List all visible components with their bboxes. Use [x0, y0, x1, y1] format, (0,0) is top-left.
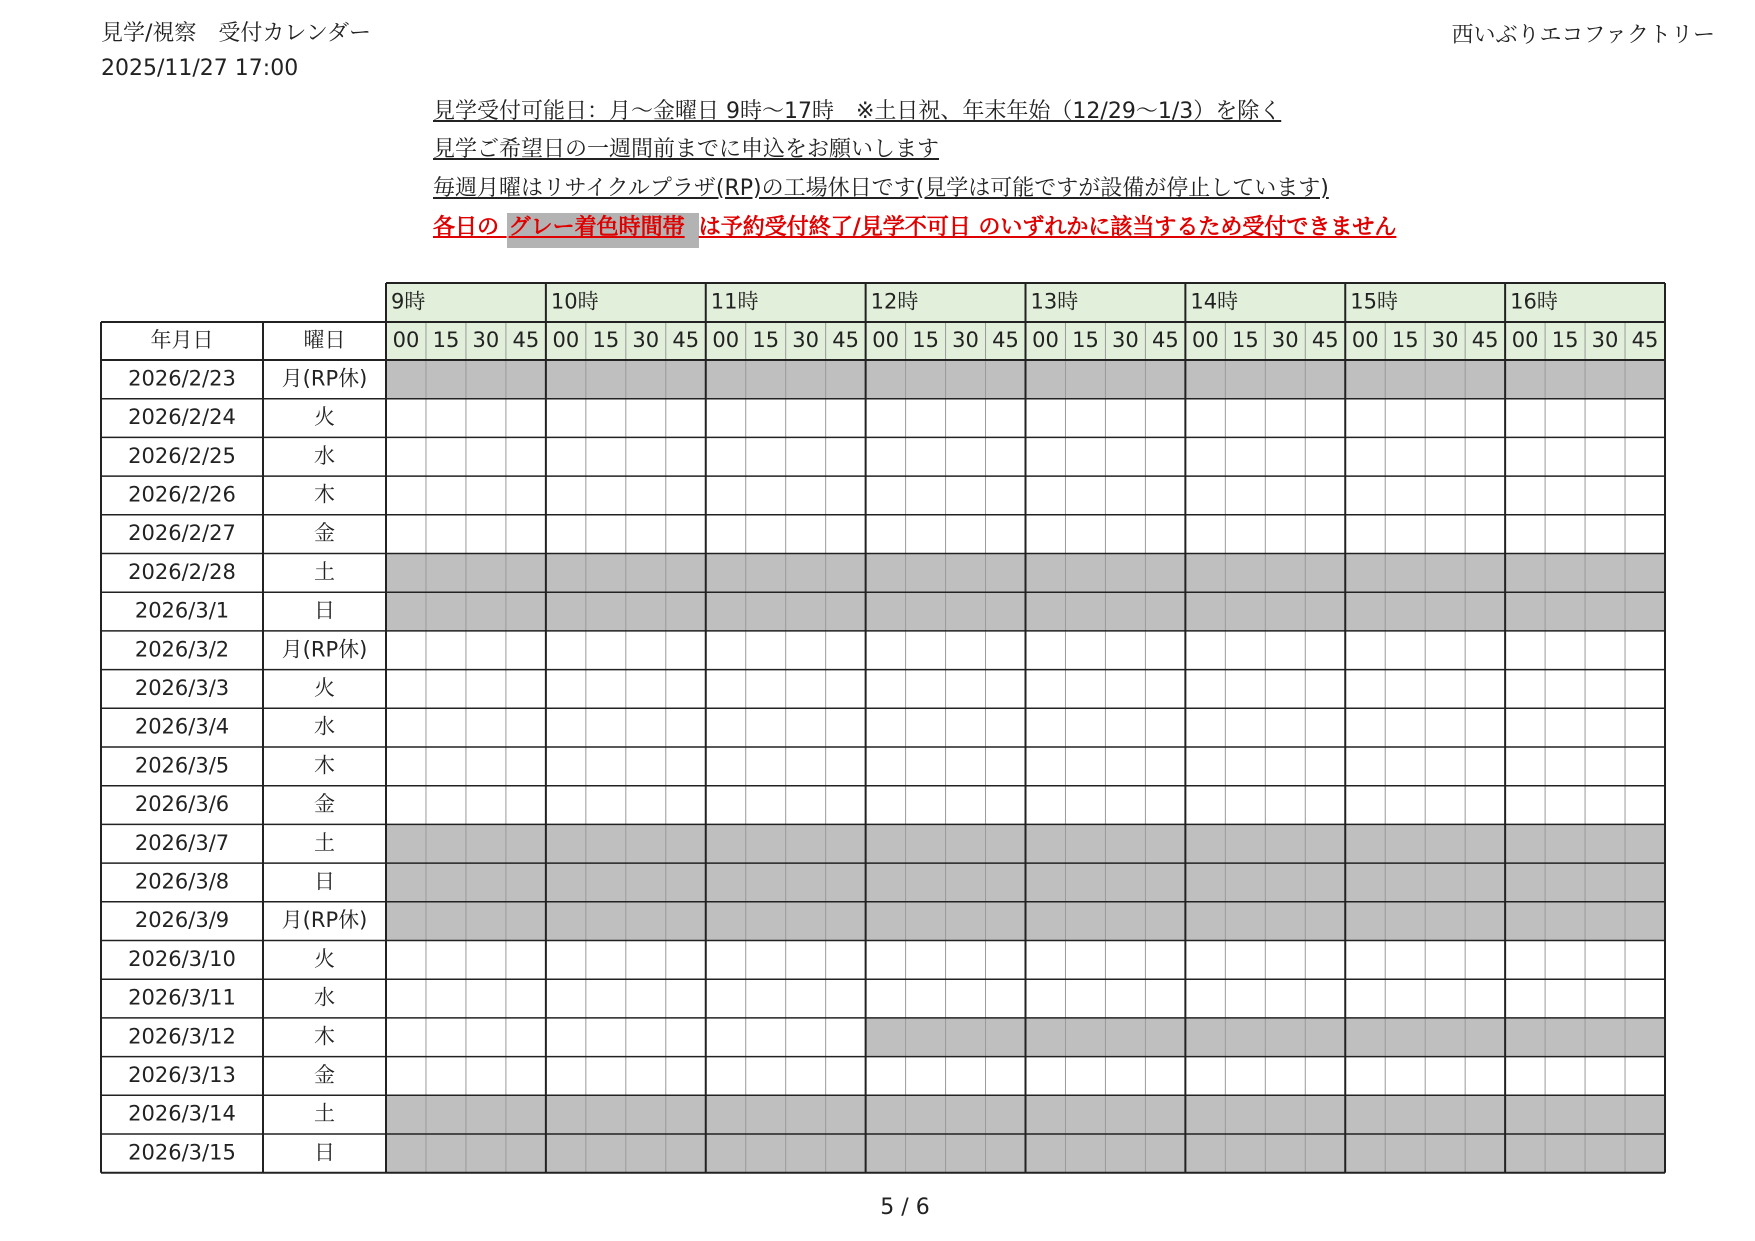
minute-label: 30: [952, 328, 979, 352]
row-date: 2026/3/13: [128, 1062, 236, 1087]
row-date: 2026/3/12: [128, 1024, 236, 1049]
notice-grey-warning-post: は予約受付終了/見学不可日 のいずれかに該当するため受付できません: [698, 215, 1397, 240]
hour-label: 11時: [710, 289, 759, 314]
row-weekday: 金: [314, 1062, 335, 1087]
row-date: 2026/3/11: [128, 985, 236, 1010]
row-date: 2026/2/27: [128, 521, 236, 546]
row-weekday: 水: [314, 985, 335, 1010]
row-weekday: 土: [314, 559, 335, 584]
minute-label: 15: [432, 328, 460, 352]
row-weekday: 木: [314, 753, 335, 778]
minute-label: 00: [552, 328, 580, 352]
row-weekday: 木: [314, 482, 335, 507]
row-weekday: 月(RP休): [281, 637, 368, 662]
minute-label: 45: [1311, 328, 1339, 352]
row-weekday: 火: [314, 946, 335, 971]
minute-label: 45: [512, 328, 540, 352]
minute-label: 15: [592, 328, 620, 352]
row-date: 2026/3/9: [134, 908, 230, 933]
hour-label: 9時: [391, 289, 426, 314]
row-date: 2026/3/15: [128, 1140, 236, 1165]
row-weekday: 月(RP休): [281, 366, 368, 391]
minute-label: 15: [912, 328, 939, 352]
minute-label: 45: [832, 328, 860, 352]
row-weekday: 土: [314, 830, 335, 855]
notice-accept-days: 見学受付可能日：月～金曜日 9時～17時 ※土日祝、年末年始（12/29～1/3）を除く: [433, 99, 1282, 124]
hour-label: 15時: [1350, 289, 1398, 314]
row-weekday: 月(RP休): [281, 908, 368, 933]
row-weekday: 金: [314, 792, 335, 817]
notice-grey-highlight: グレー着色時間帯: [507, 213, 699, 248]
minute-label: 30: [1431, 328, 1459, 352]
minute-label: 30: [1112, 328, 1139, 352]
row-date: 2026/3/4: [134, 714, 230, 739]
minute-label: 30: [792, 328, 820, 352]
row-weekday: 火: [314, 675, 335, 700]
row-date: 2026/3/2: [134, 637, 230, 662]
minute-label: 15: [1391, 328, 1419, 352]
row-date: 2026/2/26: [128, 482, 236, 507]
notice-grey-warning-pre: 各日の: [433, 215, 507, 240]
row-weekday: 火: [314, 405, 335, 430]
row-weekday: 水: [314, 714, 335, 739]
minute-label: 15: [1551, 328, 1579, 352]
document-datetime: 2025/11/27 17:00: [101, 56, 299, 81]
row-date: 2026/3/14: [128, 1101, 236, 1126]
date-column-header: 年月日: [150, 328, 214, 352]
row-date: 2026/2/23: [128, 366, 236, 391]
row-date: 2026/3/5: [134, 753, 230, 778]
minute-label: 15: [752, 328, 780, 352]
row-weekday: 土: [314, 1101, 335, 1126]
notice-rp-closed: 毎週月曜はリサイクルプラザ(RP)の工場休日です(見学は可能ですが設備が停止しています): [433, 176, 1329, 201]
minute-label: 00: [1511, 328, 1539, 352]
minute-label: 00: [712, 328, 740, 352]
row-date: 2026/2/25: [128, 443, 236, 468]
minute-label: 30: [1271, 328, 1299, 352]
row-date: 2026/3/3: [134, 675, 230, 700]
minute-label: 00: [1351, 328, 1379, 352]
row-date: 2026/2/28: [128, 559, 236, 584]
minute-label: 30: [632, 328, 660, 352]
row-weekday: 日: [314, 1140, 335, 1165]
minute-label: 00: [1191, 328, 1219, 352]
row-weekday: 金: [314, 521, 335, 546]
minute-label: 45: [1471, 328, 1499, 352]
row-weekday: 日: [314, 869, 335, 894]
minute-label: 30: [1591, 328, 1619, 352]
hour-label: 13時: [1030, 289, 1079, 314]
minute-label: 15: [1072, 328, 1099, 352]
minute-label: 00: [872, 328, 899, 352]
weekday-column-header: 曜日: [303, 328, 346, 352]
notice-deadline: 見学ご希望日の一週間前までに申込をお願いします: [433, 137, 940, 162]
company-name: 西いぶりエコファクトリー: [1451, 23, 1715, 48]
row-weekday: 木: [314, 1024, 335, 1049]
row-date: 2026/3/6: [134, 792, 230, 817]
row-date: 2026/3/7: [134, 830, 230, 855]
minute-label: 45: [1631, 328, 1659, 352]
hour-label: 16時: [1510, 289, 1558, 314]
hour-label: 10時: [550, 289, 599, 314]
minute-label: 45: [1152, 328, 1179, 352]
hour-label: 12時: [870, 289, 919, 314]
minute-label: 00: [1032, 328, 1059, 352]
document-title: 見学/視察 受付カレンダー: [101, 21, 371, 46]
minute-label: 45: [992, 328, 1019, 352]
row-weekday: 水: [314, 443, 335, 468]
row-date: 2026/3/1: [134, 598, 230, 623]
row-date: 2026/2/24: [128, 405, 236, 430]
minute-label: 30: [472, 328, 500, 352]
row-date: 2026/3/8: [134, 869, 230, 894]
row-date: 2026/3/10: [128, 946, 236, 971]
minute-label: 00: [392, 328, 420, 352]
minute-label: 15: [1231, 328, 1259, 352]
minute-label: 45: [672, 328, 700, 352]
hour-label: 14時: [1190, 289, 1239, 314]
row-weekday: 日: [314, 598, 335, 623]
page-number: 5 / 6: [880, 1195, 930, 1220]
